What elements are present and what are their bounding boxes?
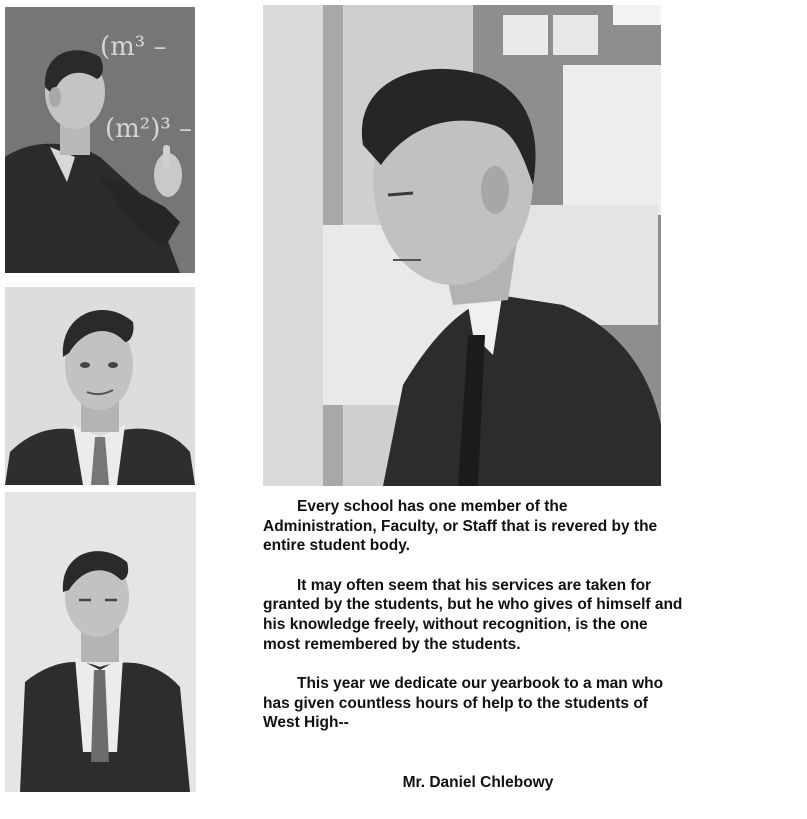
portrait-photo-graphic	[5, 287, 195, 485]
dedication-paragraph-3: This year we dedicate our yearbook to a man who has given countless hours of help to the students of West High--	[263, 675, 664, 732]
photo-teacher-portrait	[5, 287, 195, 485]
dedication-paragraph-2: It may often seem that his services are taken for granted by the students, but he who gives of himself and his knowledge freely, without recognition, is the one most remembered by the students.	[263, 576, 683, 653]
photo-teacher-looking-down	[5, 492, 196, 792]
dedication-text	[263, 497, 683, 753]
looking-down-photo-graphic	[5, 492, 196, 792]
chalk-text-1: (m³ –	[100, 32, 167, 62]
photo-teacher-at-chalkboard	[5, 7, 195, 273]
photo-teacher-profile	[263, 5, 661, 486]
dedication-signature: Mr. Daniel Chlebowy	[402, 774, 554, 791]
chalk-text-2: (m²)³ –	[105, 114, 193, 144]
dedication-paragraph-1: Every school has one member of the Administration, Faculty, or Staff that is revered by the entire student body.	[263, 498, 658, 555]
chalkboard-photo-graphic	[5, 7, 195, 273]
profile-photo-graphic	[263, 5, 661, 486]
